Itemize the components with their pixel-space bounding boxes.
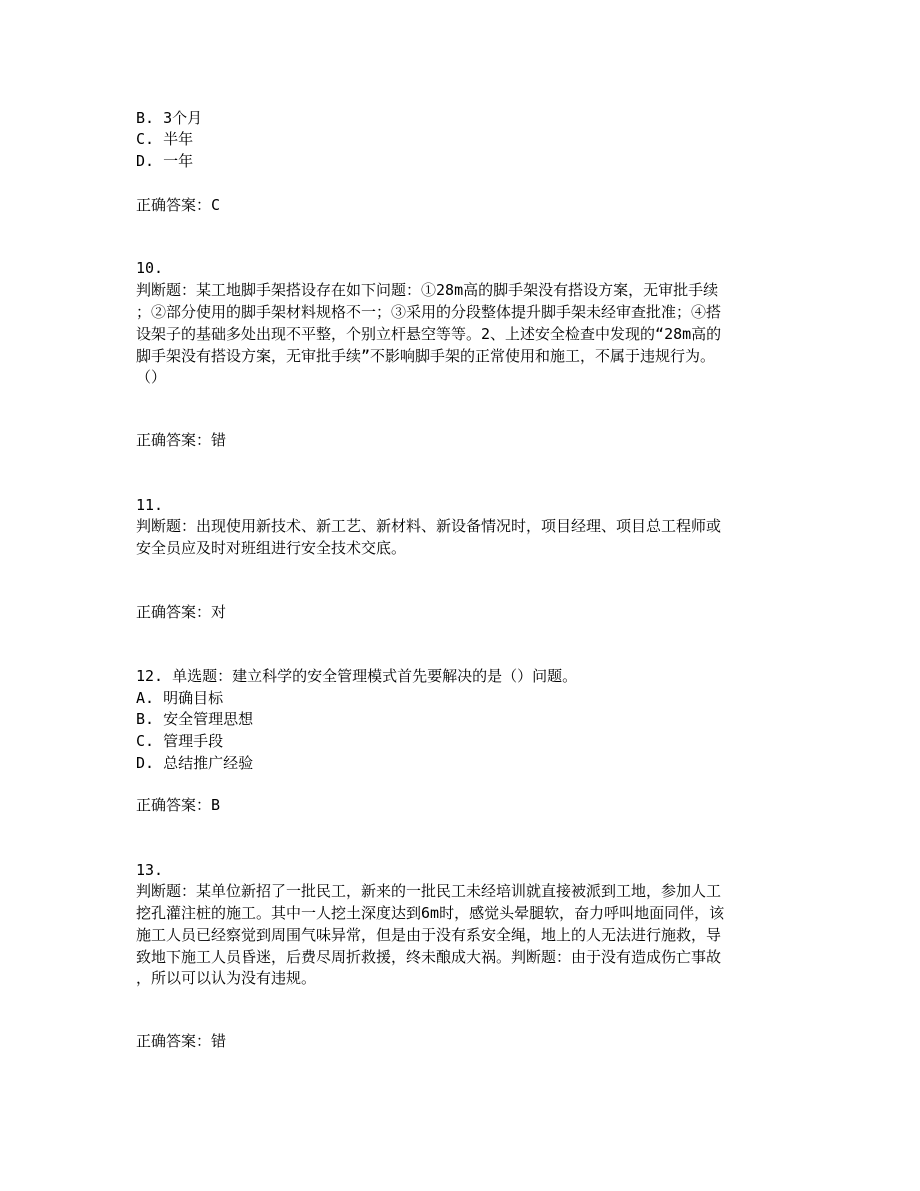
q12-answer: 正确答案：B — [136, 796, 221, 814]
q13-line-2: 挖孔灌注桩的施工。其中一人挖土深度达到6m时，感觉头晕腿软，奋力呼叫地面同伴，该 — [136, 904, 725, 922]
q10-line-2: ；②部分使用的脚手架材料规格不一；③采用的分段整体提升脚手架未经审查批准；④搭 — [136, 303, 722, 321]
q11-line-2: 安全员应及时对班组进行安全技术交底。 — [136, 539, 407, 557]
q12-option-c: C. 管理手段 — [136, 732, 224, 750]
q10-line-5: （） — [136, 368, 167, 386]
q12-option-b: B. 安全管理思想 — [136, 710, 254, 728]
q9-option-b: B. 3个月 — [136, 109, 203, 127]
q11-answer: 正确答案：对 — [136, 603, 227, 621]
q10-line-4: 脚手架没有搭设方案，无审批手续”不影响脚手架的正常使用和施工，不属于违规行为。 — [136, 347, 716, 365]
q13-answer: 正确答案：错 — [136, 1032, 227, 1050]
q10-line-1: 判断题：某工地脚手架搭设存在如下问题：①28m高的脚手架没有搭设方案，无审批手续 — [136, 281, 719, 299]
q13-line-3: 施工人员已经察觉到周围气味异常，但是由于没有系安全绳，地上的人无法进行施救，导 — [136, 926, 722, 944]
q12-option-a: A. 明确目标 — [136, 689, 224, 707]
q9-option-d: D. 一年 — [136, 152, 194, 170]
q13-line-4: 致地下施工人员昏迷，后费尽周折救援，终未酿成大祸。判断题：由于没有造成伤亡事故 — [136, 948, 722, 966]
q13-line-5: ，所以可以认为没有违规。 — [136, 969, 317, 987]
q10-line-3: 设架子的基础多处出现不平整，个别立杆悬空等等。2、上述安全检查中发现的“28m高的 — [136, 325, 722, 343]
q13-number: 13. — [136, 861, 164, 879]
q10-answer: 正确答案：错 — [136, 431, 227, 449]
q13-line-1: 判断题：某单位新招了一批民工，新来的一批民工未经培训就直接被派到工地，参加人工 — [136, 882, 722, 900]
q10-number: 10. — [136, 259, 164, 277]
q12-header: 12. 单选题：建立科学的安全管理模式首先要解决的是（）问题。 — [136, 667, 578, 685]
q12-option-d: D. 总结推广经验 — [136, 754, 254, 772]
q9-option-c: C. 半年 — [136, 130, 194, 148]
q11-line-1: 判断题：出现使用新技术、新工艺、新材料、新设备情况时，项目经理、项目总工程师或 — [136, 517, 722, 535]
q9-answer: 正确答案：C — [136, 196, 221, 214]
q11-number: 11. — [136, 496, 164, 514]
